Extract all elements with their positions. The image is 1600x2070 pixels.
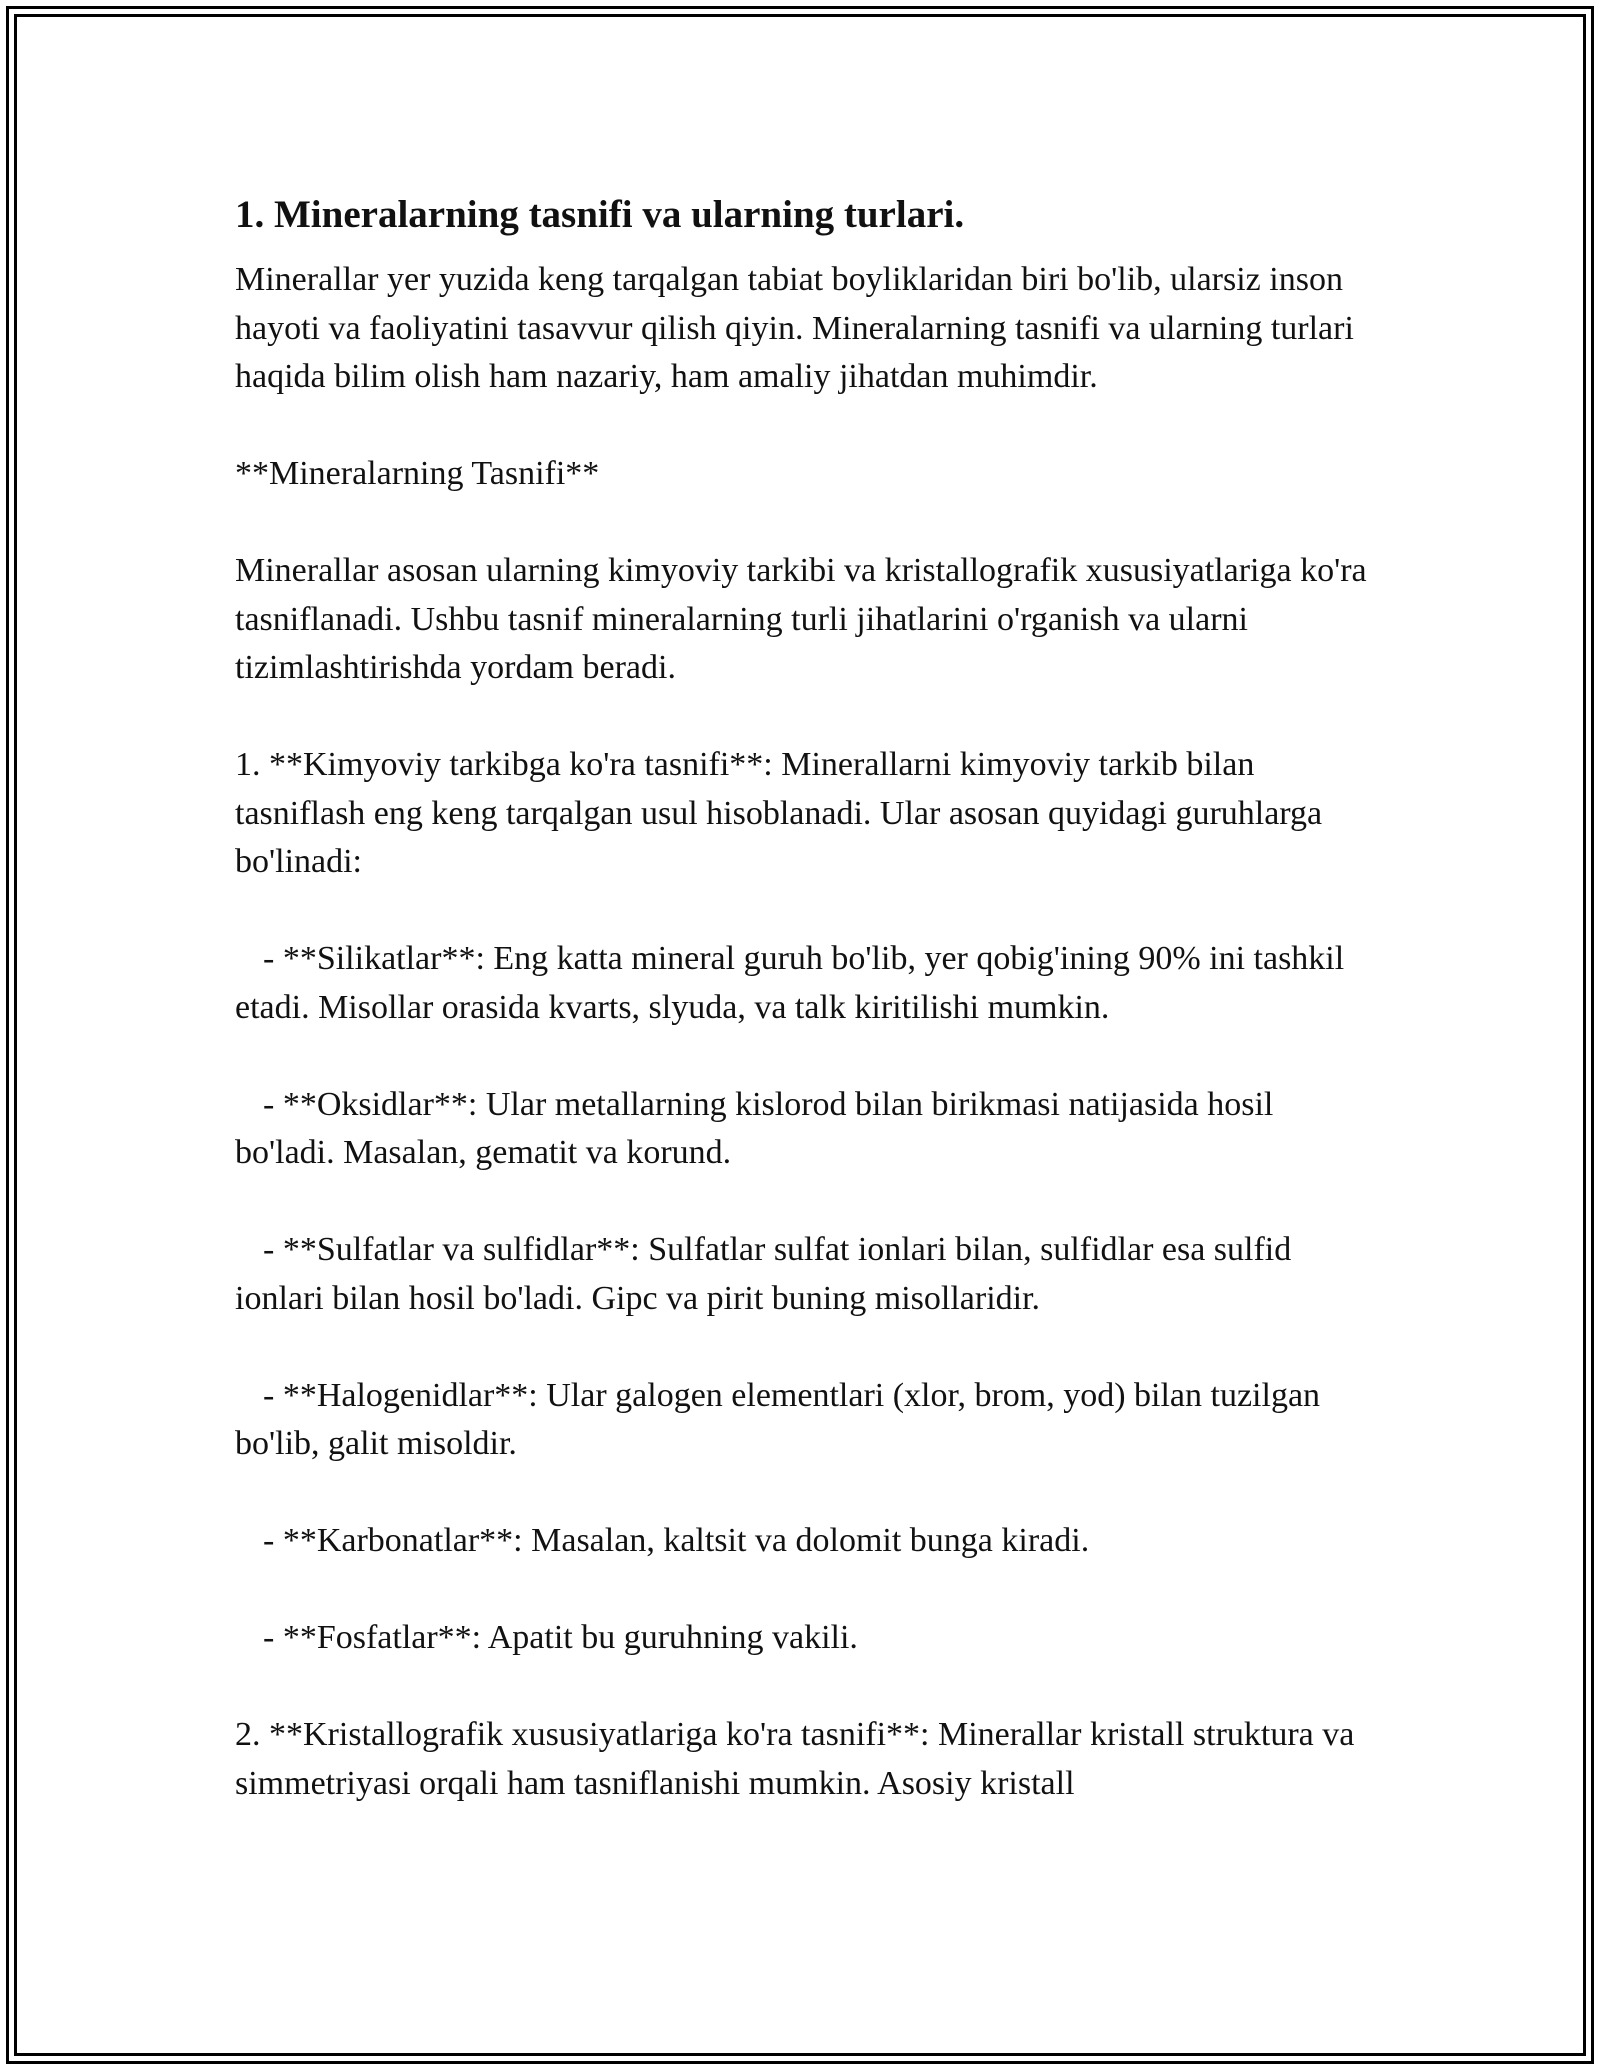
list-item-crystallographic: 2. **Kristallografik xususiyatlariga ko'ra tasnifi**: Minerallar kristall struktura va simmetriyasi orqali ham tasniflanishi mumkin. Asosiy kristall [235, 1716, 1363, 1802]
intro-paragraph: Minerallar yer yuzida keng tarqalgan tabiat boyliklaridan biri bo'lib, ularsiz inson hayoti va faoliyatini tasavvur qilish qiyin. Mineralarning tasnifi va ularning turlari haqida bilim olish ham nazariy, ham amaliy jihatdan muhimdir. [235, 261, 1363, 395]
section-heading: 1. Mineralarning tasnifi va ularning turlari. [235, 193, 965, 236]
classification-paragraph: Minerallar asosan ularning kimyoviy tarkibi va kristallografik xususiyatlariga ko'ra tasniflanadi. Ushbu tasnif mineralarning turli jihatlarini o'rganish va ularni tizimlashtirishda yordam beradi. [235, 552, 1376, 686]
list-item-chemical: 1. **Kimyoviy tarkibga ko'ra tasnifi**: Minerallarni kimyoviy tarkib bilan tasniflash eng keng tarqalgan usul hisoblanadi. Ular asosan quyidagi guruhlarga bo'linadi: [235, 746, 1331, 880]
bullet-fosfatlar: - **Fosfatlar**: Apatit bu guruhning vakili. [263, 1619, 858, 1656]
bullet-karbonatlar: - **Karbonatlar**: Masalan, kaltsit va dolomit bunga kiradi. [263, 1522, 1090, 1559]
bullet-halogenidlar: - **Halogenidlar**: Ular galogen elementlari (xlor, brom, yod) bilan tuzilgan bo'lib, galit misoldir. [235, 1376, 1329, 1462]
subheading-paragraph: **Mineralarning Tasnifi** [235, 455, 600, 492]
bullet-sulfatlar: - **Sulfatlar va sulfidlar**: Sulfatlar sulfat ionlari bilan, sulfidlar esa sulfid ionlari bilan hosil bo'ladi. Gipc va pirit buning misollaridir. [235, 1231, 1300, 1317]
bullet-oksidlar: - **Oksidlar**: Ular metallarning kislorod bilan birikmasi natijasida hosil bo'ladi. Masalan, gematit va korund. [235, 1085, 1282, 1171]
document-body [235, 182, 1375, 1857]
bullet-silikatlar: - **Silikatlar**: Eng katta mineral guruh bo'lib, yer qobig'ining 90% ini tashkil etadi. Misollar orasida kvarts, slyuda, va talk kiritilishi mumkin. [235, 940, 1353, 1026]
